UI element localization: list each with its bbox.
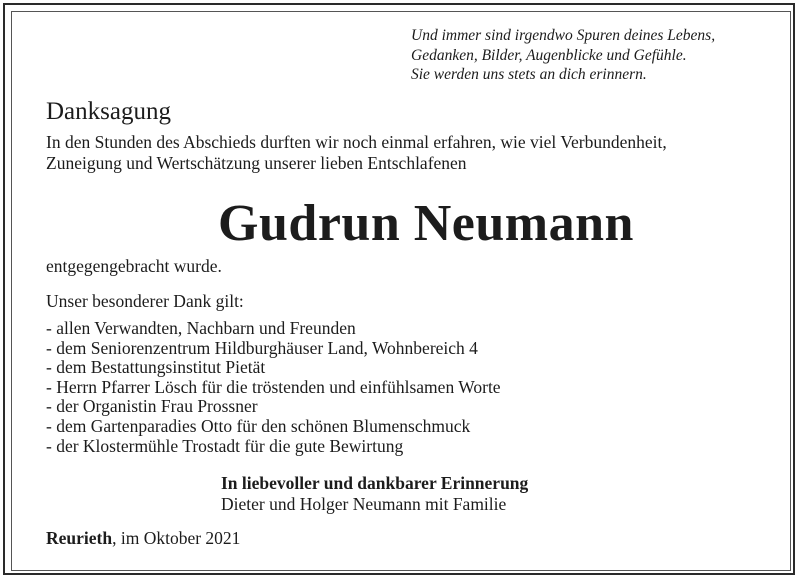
closing-phrase: In liebevoller und dankbarer Erinnerung — [221, 473, 529, 493]
thanks-heading: Unser besonderer Dank gilt: — [46, 291, 244, 311]
thanks-item: - Herrn Pfarrer Lösch für die tröstenden und einfühlsamen Worte — [46, 376, 501, 397]
thanks-item: - dem Gartenparadies Otto für den schönen Blumenschmuck — [46, 415, 471, 436]
thanks-item: - dem Bestattungsinstitut Pietät — [46, 357, 266, 378]
signatories: Dieter und Holger Neumann mit Familie — [221, 494, 507, 514]
place-name: Reurieth — [46, 528, 113, 548]
thanks-item: - dem Seniorenzentrum Hildburghäuser Land, Wohnbereich 4 — [46, 337, 478, 358]
motto-line: Gedanken, Bilder, Augenblicke und Gefühle. — [411, 46, 687, 64]
intro-line: Zuneigung und Wertschätzung unserer lieben Entschlafenen — [46, 153, 467, 173]
notice-heading: Danksagung — [46, 98, 171, 125]
motto-line: Und immer sind irgendwo Spuren deines Lebens, — [411, 27, 716, 44]
thanks-item: - allen Verwandten, Nachbarn und Freunden — [46, 318, 356, 338]
deceased-name: Gudrun Neumann — [218, 195, 634, 252]
motto-line: Sie werden uns stets an dich erinnern. — [411, 66, 647, 83]
date-text: , im Oktober 2021 — [112, 528, 241, 548]
closing-block — [221, 473, 528, 515]
place-date — [46, 528, 240, 549]
motto-verse — [411, 26, 781, 85]
intro-text — [46, 132, 766, 174]
thanks-list — [46, 319, 501, 456]
intro-line: In den Stunden des Abschieds durften wir noch einmal erfahren, wie viel Verbundenheit, — [46, 132, 667, 152]
thanks-item: - der Klostermühle Trostadt für die gute Bewirtung — [46, 435, 404, 456]
intro-continuation: entgegengebracht wurde. — [46, 256, 222, 276]
thanks-item: - der Organistin Frau Prossner — [46, 396, 258, 417]
